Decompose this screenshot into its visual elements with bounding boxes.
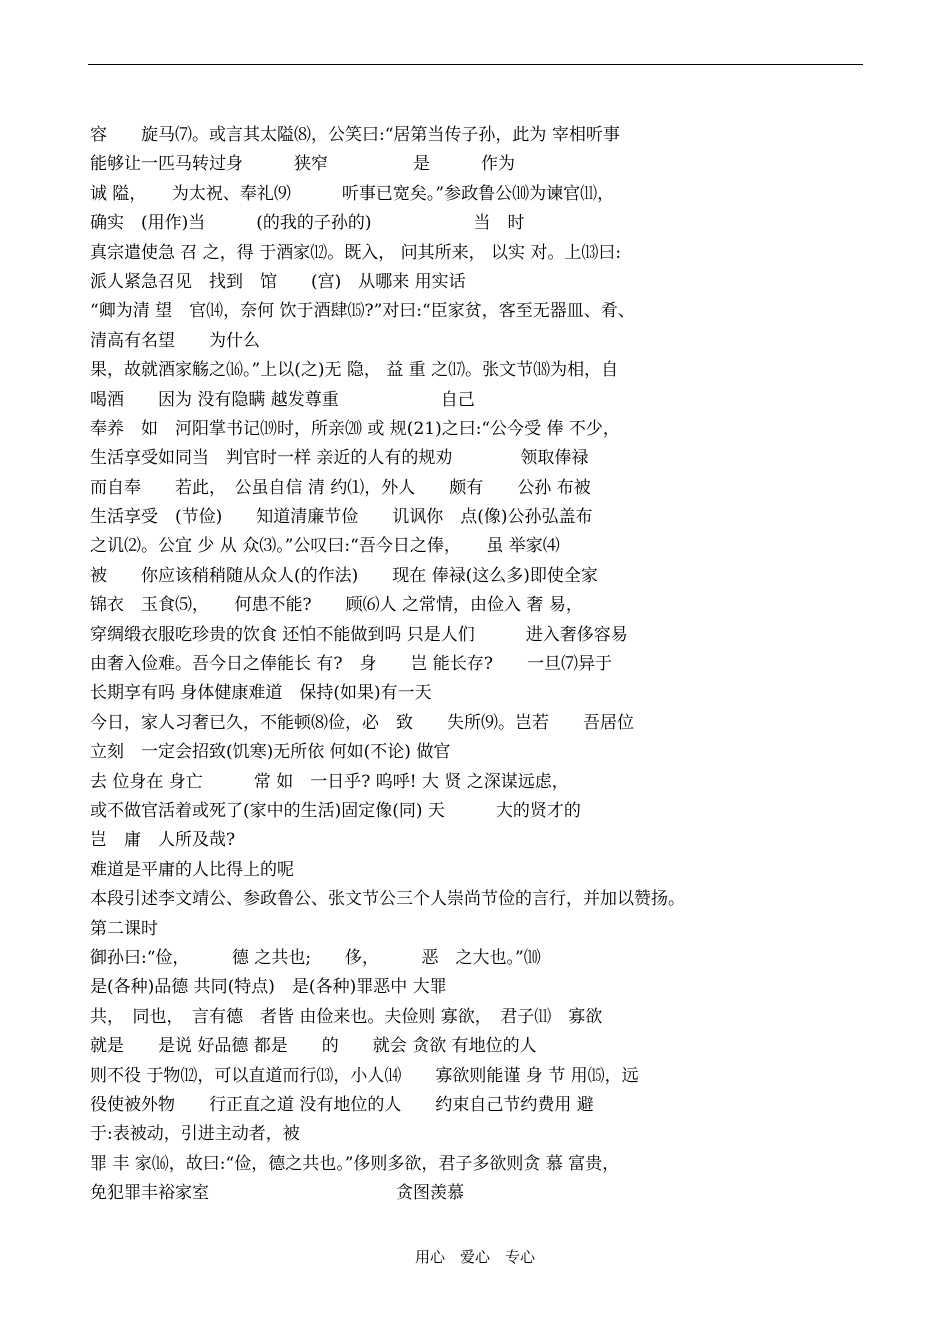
text-line: 容 旋马⑺。或言其太隘⑻，公笑曰:“居第当传子孙，此为 宰相听事 bbox=[90, 125, 620, 145]
text-line: 第二课时 bbox=[90, 918, 158, 939]
text-line: 生活享受 (节俭) 知道清廉节俭 讥讽你 点(像)公孙弘盖布 bbox=[90, 507, 593, 528]
text-line: 免犯罪丰裕家室 贪图羡慕 bbox=[90, 1183, 464, 1204]
text-line: 派人紧急召见 找到 馆 (宫) 从哪来 用实话 bbox=[90, 271, 466, 292]
header-rule bbox=[88, 64, 863, 65]
text-line: 确实 (用作)当 (的我的子孙的) 当 时 bbox=[90, 213, 525, 234]
document-body bbox=[90, 121, 870, 1208]
text-line: 奉养 如 河阳掌书记⒆时，所亲⒇ 或 规(21)之曰:“公今受 俸 不少， bbox=[90, 418, 620, 439]
text-line: 由奢入俭难。吾今日之俸能长 有? 身 岂 能长存? 一旦⑺异于 bbox=[90, 654, 613, 675]
text-line: 本段引述李文靖公、参政鲁公、张文节公三个人崇尚节俭的言行，并加以赞扬。 bbox=[90, 889, 685, 910]
text-line: 立刻 一定会招致(饥寒)无所依 何如(不论) 做官 bbox=[90, 742, 451, 763]
text-line: 岂 庸 人所及哉? bbox=[90, 830, 236, 851]
text-line: 就是 是说 好品德 都是 的 就会 贪欲 有地位的人 bbox=[90, 1036, 537, 1057]
text-line: 役使被外物 行正直之道 没有地位的人 约束自己节约费用 避 bbox=[90, 1094, 594, 1115]
text-line: 今日，家人习奢已久，不能顿⑻俭，必 致 失所⑼。岂若 吾居位 bbox=[90, 712, 634, 733]
text-line: 去 位身在 身亡 常 如 一日乎? 呜呼! 大 贤 之深谋远虑， bbox=[90, 771, 569, 792]
text-line: “卿为清 望 官⒁，奈何 饮于酒肆⒂?”对曰:“臣家贫，客至无器皿、肴、 bbox=[90, 301, 635, 322]
page-footer: 用心 爱心 专心 bbox=[414, 1248, 535, 1266]
text-line: 穿绸缎衣服吃珍贵的饮食 还怕不能做到吗 只是人们 进入奢侈容易 bbox=[90, 624, 628, 645]
text-line: 则不役 于物⑿，可以直道而行⒀，小人⒁ 寡欲则能谨 身 节 用⒂，远 bbox=[90, 1065, 639, 1086]
text-line: 清高有名望 为什么 bbox=[90, 330, 260, 351]
text-line: 于:表被动，引进主动者，被 bbox=[90, 1124, 300, 1145]
text-line: 之讥⑵。公宜 少 从 众⑶。”公叹曰:“吾今日之俸， 虽 举家⑷ bbox=[90, 536, 560, 557]
text-line: 罪 丰 家⒃，故曰:“俭，德之共也。”侈则多欲，君子多欲则贪 慕 富贵， bbox=[90, 1153, 620, 1174]
text-line: 喝酒 因为 没有隐瞒 越发尊重 自己 bbox=[90, 389, 475, 410]
text-line: 是(各种)品德 共同(特点) 是(各种)罪恶中 大罪 bbox=[90, 977, 447, 998]
text-line: 能够让一匹马转过身 狭窄 是 作为 bbox=[90, 154, 515, 175]
text-line: 被 你应该稍稍随从众人(的作法) 现在 俸禄(这么多)即使全家 bbox=[90, 565, 598, 586]
text-line: 真宗遣使急 召 之，得 于酒家⑿。既入， 问其所来， 以实 对。上⒀曰: bbox=[90, 242, 622, 263]
text-line: 共， 同也， 言有德 者皆 由俭来也。夫俭则 寡欲， 君子⑾ 寡欲 bbox=[90, 1006, 603, 1027]
text-line: 御孙曰:“俭， 德 之共也; 侈， 恶 之大也。”⑽ bbox=[90, 947, 541, 968]
text-line: 诚 隘， 为太祝、奉礼⑼ 听事已宽矣。”参政鲁公⑽为谏官⑾， bbox=[90, 183, 615, 204]
text-line: 而自奉 若此， 公虽自信 清 约⑴，外人 颇有 公孙 布被 bbox=[90, 477, 591, 498]
text-line: 或不做官活着或死了(家中的生活)固定像(同) 天 大的贤才的 bbox=[90, 800, 581, 821]
text-line: 果，故就酒家觞之⒃。”上以(之)无 隐， 益 重 之⒄。张文节⒅为相，自 bbox=[90, 360, 619, 381]
text-line: 长期享有吗 身体健康难道 保持(如果)有一天 bbox=[90, 683, 432, 704]
text-line: 锦衣 玉食⑸， 何患不能? 顾⑹人 之常情，由俭入 奢 易， bbox=[90, 595, 583, 616]
text-line: 生活享受如同当 判官时一样 亲近的人有的规劝 领取俸禄 bbox=[90, 448, 589, 469]
text-line: 难道是平庸的人比得上的呢 bbox=[90, 859, 294, 880]
